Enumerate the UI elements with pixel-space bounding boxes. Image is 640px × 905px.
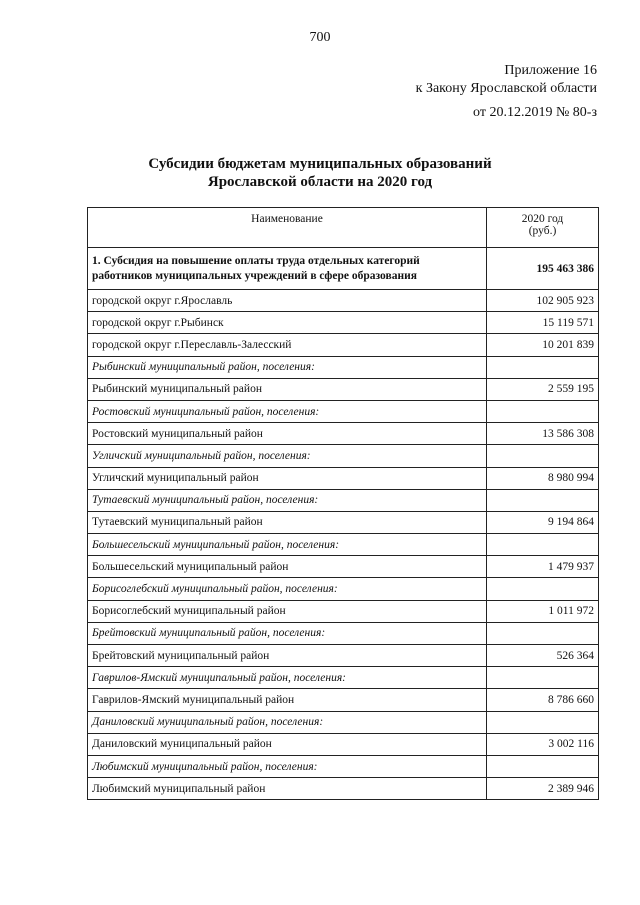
row-name: Даниловский муниципальный район xyxy=(88,733,487,755)
group-header-name: Рыбинский муниципальный район, поселения: xyxy=(88,356,487,378)
row-name: Тутаевский муниципальный район xyxy=(88,511,487,533)
row-name: Угличский муниципальный район xyxy=(88,467,487,489)
group-header-row xyxy=(88,755,599,777)
group-header-name: Гаврилов-Ямский муниципальный район, поселения: xyxy=(88,667,487,689)
group-header-row xyxy=(88,400,599,422)
table-row xyxy=(88,467,599,489)
row-value xyxy=(487,489,599,511)
row-name: Большесельский муниципальный район xyxy=(88,556,487,578)
table-header-row xyxy=(88,208,599,248)
group-header-row xyxy=(88,534,599,556)
row-value: 15 119 571 xyxy=(487,312,599,334)
row-name: городской округ г.Переславль-Залесский xyxy=(88,334,487,356)
row-value: 10 201 839 xyxy=(487,334,599,356)
table-row xyxy=(88,290,599,312)
row-value: 8 980 994 xyxy=(487,467,599,489)
group-header-name: Ростовский муниципальный район, поселения: xyxy=(88,400,487,422)
row-name: городской округ г.Рыбинск xyxy=(88,312,487,334)
group-header-name: Даниловский муниципальный район, поселения: xyxy=(88,711,487,733)
group-header-row xyxy=(88,667,599,689)
group-header-name: Любимский муниципальный район, поселения: xyxy=(88,755,487,777)
table-row xyxy=(88,378,599,400)
document-title-line-1: Субсидии бюджетам муниципальных образований xyxy=(148,156,492,172)
row-name: Брейтовский муниципальный район xyxy=(88,645,487,667)
row-value: 3 002 116 xyxy=(487,733,599,755)
column-header-year-label: 2020 год xyxy=(521,213,564,225)
row-name: городской округ г.Ярославль xyxy=(88,290,487,312)
table-row xyxy=(88,334,599,356)
row-value: 2 559 195 xyxy=(487,378,599,400)
row-value xyxy=(487,400,599,422)
row-name: Рыбинский муниципальный район xyxy=(88,378,487,400)
table-body xyxy=(88,248,599,800)
row-value xyxy=(487,356,599,378)
row-name: Любимский муниципальный район xyxy=(88,778,487,800)
table-row xyxy=(88,600,599,622)
section-total: 195 463 386 xyxy=(487,248,599,290)
row-value: 13 586 308 xyxy=(487,423,599,445)
group-header-row xyxy=(88,356,599,378)
table-row xyxy=(88,511,599,533)
column-header-year xyxy=(487,208,599,248)
row-value xyxy=(487,711,599,733)
appendix-law-date: от 20.12.2019 № 80-з xyxy=(473,105,597,120)
table-row xyxy=(88,778,599,800)
row-value xyxy=(487,755,599,777)
group-header-name: Большесельский муниципальный район, поселения: xyxy=(88,534,487,556)
group-header-row xyxy=(88,622,599,644)
row-value: 1 011 972 xyxy=(487,600,599,622)
row-name: Ростовский муниципальный район xyxy=(88,423,487,445)
appendix-law-reference: к Закону Ярославской области xyxy=(415,81,597,96)
group-header-row xyxy=(88,711,599,733)
row-value: 8 786 660 xyxy=(487,689,599,711)
table-row xyxy=(88,733,599,755)
table-row xyxy=(88,645,599,667)
group-header-name: Тутаевский муниципальный район, поселения: xyxy=(88,489,487,511)
page-number: 700 xyxy=(309,30,331,45)
row-value xyxy=(487,622,599,644)
section-name-line-1: 1. Субсидия на повышение оплаты труда отдельных категорий xyxy=(92,254,420,267)
row-value xyxy=(487,667,599,689)
document-title xyxy=(0,155,640,191)
table-row xyxy=(88,689,599,711)
row-value xyxy=(487,445,599,467)
table-row xyxy=(88,556,599,578)
row-value: 102 905 923 xyxy=(487,290,599,312)
group-header-row xyxy=(88,489,599,511)
group-header-name: Угличский муниципальный район, поселения: xyxy=(88,445,487,467)
row-value: 1 479 937 xyxy=(487,556,599,578)
group-header-row xyxy=(88,445,599,467)
row-value: 9 194 864 xyxy=(487,511,599,533)
row-name: Борисоглебский муниципальный район xyxy=(88,600,487,622)
group-header-row xyxy=(88,578,599,600)
section-name-line-2: работников муниципальных учреждений в сфере образования xyxy=(92,269,417,282)
row-value: 2 389 946 xyxy=(487,778,599,800)
appendix-label: Приложение 16 xyxy=(504,63,597,78)
group-header-name: Борисоглебский муниципальный район, поселения: xyxy=(88,578,487,600)
table-row xyxy=(88,423,599,445)
subsidies-table xyxy=(87,207,599,800)
column-header-name: Наименование xyxy=(88,208,487,248)
document-title-line-2: Ярославской области на 2020 год xyxy=(207,174,433,190)
column-header-unit: (руб.) xyxy=(528,225,557,237)
section-name xyxy=(88,248,487,290)
row-value xyxy=(487,578,599,600)
row-value xyxy=(487,534,599,556)
group-header-name: Брейтовский муниципальный район, поселения: xyxy=(88,622,487,644)
section-row xyxy=(88,248,599,290)
row-value: 526 364 xyxy=(487,645,599,667)
row-name: Гаврилов-Ямский муниципальный район xyxy=(88,689,487,711)
table-row xyxy=(88,312,599,334)
